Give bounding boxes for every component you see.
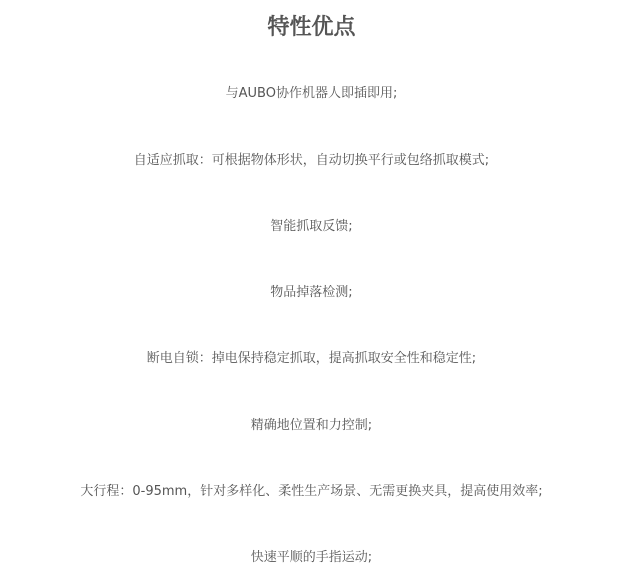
feature-item: 断电自锁：掉电保持稳定抓取，提高抓取安全性和稳定性; xyxy=(146,351,477,366)
feature-item: 精确地位置和力控制; xyxy=(250,418,373,433)
feature-item: 智能抓取反馈; xyxy=(270,219,353,234)
feature-item: 自适应抓取：可根据物体形状，自动切换平行或包络抓取模式; xyxy=(133,153,490,168)
feature-item: 与AUBO协作机器人即插即用; xyxy=(225,86,398,101)
feature-item: 大行程：0-95mm，针对多样化、柔性生产场景、无需更换夹具，提高使用效率; xyxy=(80,484,543,499)
page-title: 特性优点 xyxy=(267,15,356,40)
feature-item: 物品掉落检测; xyxy=(270,285,353,300)
feature-item: 快速平顺的手指运动; xyxy=(250,550,373,565)
